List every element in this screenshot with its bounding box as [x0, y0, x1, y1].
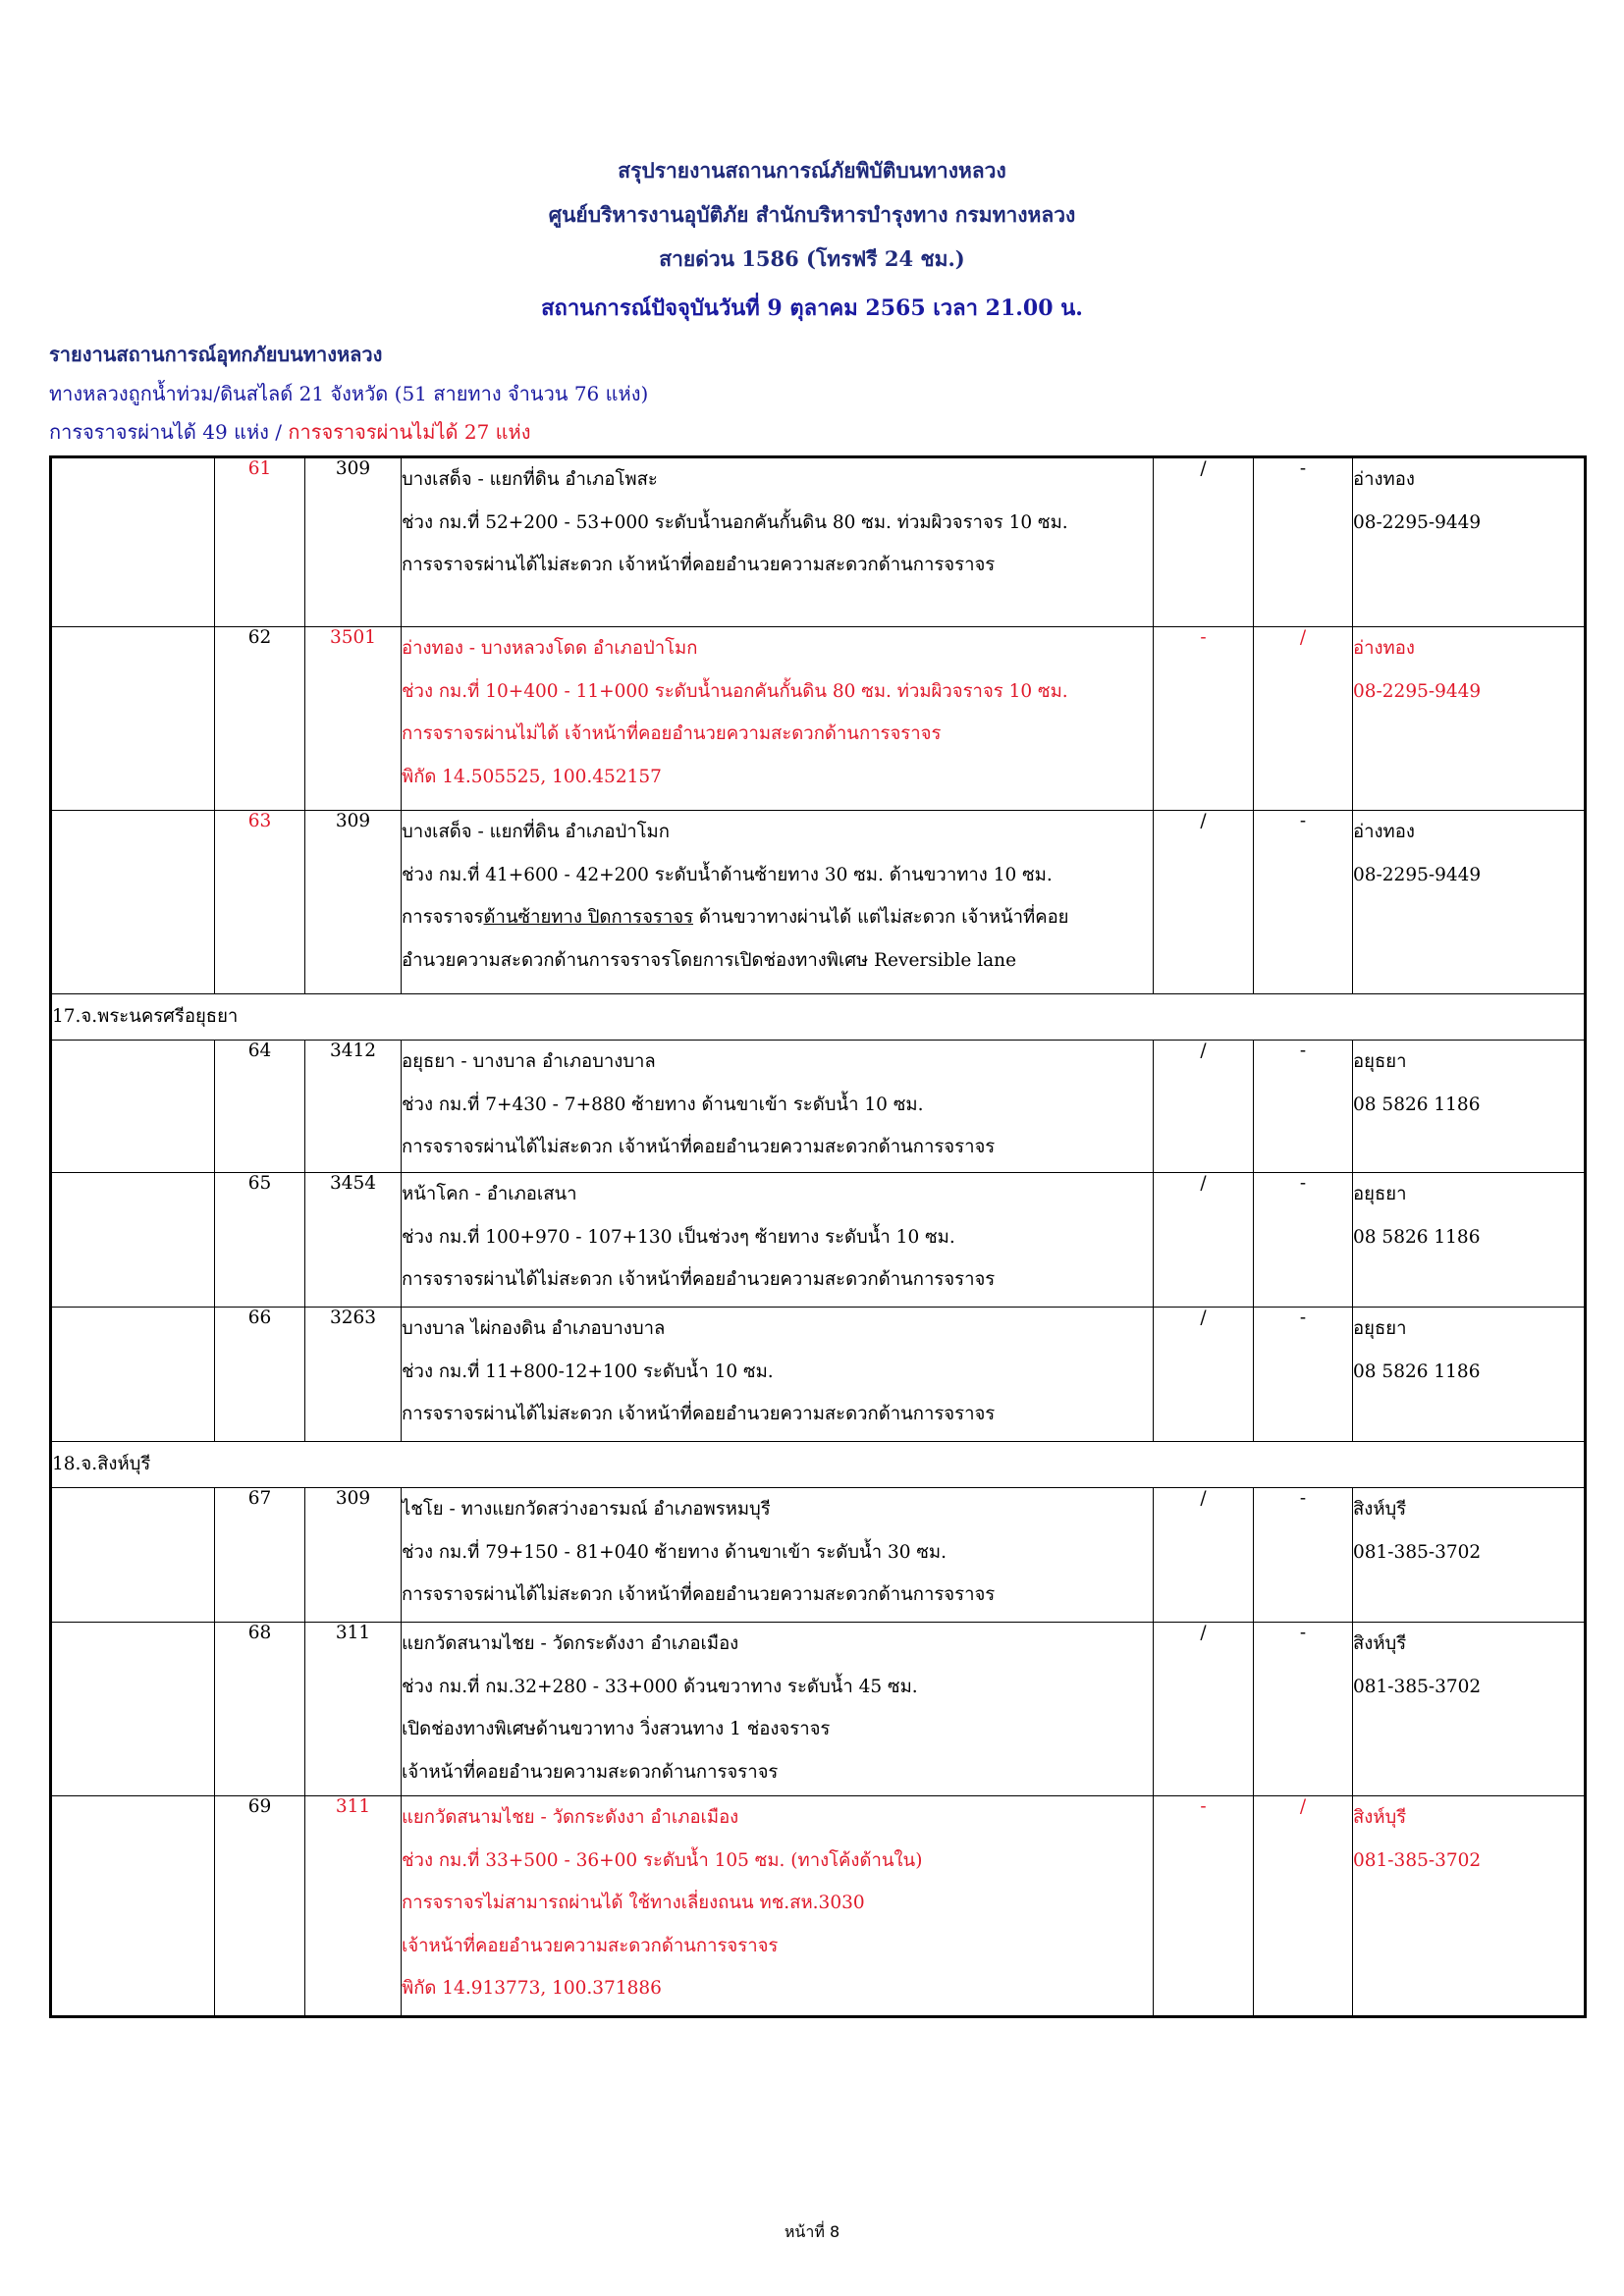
- summary-affected: ทางหลวงถูกน้ำท่วม/ดินสไลด์ 21 จังหวัด (51 สายทาง จำนวน 76 แห่ง): [49, 382, 649, 405]
- office-cell: [1353, 1623, 1586, 1796]
- impassable-mark: /: [1254, 627, 1353, 811]
- km-detail: ช่วง กม.ที่ กม.32+280 - 33+000 ด้วนขวาทาง ระดับน้ำ 45 ซม.: [402, 1676, 918, 1697]
- traffic-status: การจราจรไม่สามารถผ่านได้ ใช้ทางเลี่ยงถนน ทช.สห.3030: [402, 1893, 865, 1913]
- traffic-prefix: การจราจร: [402, 907, 484, 928]
- table-row: [51, 811, 1586, 994]
- row-description: [402, 811, 1154, 994]
- table-row: [51, 1173, 1586, 1308]
- passable-mark: /: [1154, 1041, 1254, 1173]
- route-segment: บางบาล ไผ่กองดิน อำเภอบางบาล: [402, 1318, 666, 1339]
- office-name: สิงห์บุรี: [1353, 1499, 1407, 1520]
- traffic-status: [402, 896, 1153, 939]
- office-phone: 08 5826 1186: [1353, 1094, 1481, 1115]
- office-cell: [1353, 1488, 1586, 1623]
- passable-mark: /: [1154, 1173, 1254, 1308]
- reversible-lane-note: อำนวยความสะดวกด้านการจราจรโดยการเปิดช่องทางพิเศษ Reversible lane: [402, 949, 1017, 971]
- traffic-status: การจราจรผ่านได้ไม่สะดวก เจ้าหน้าที่คอยอำนวยความสะดวกด้านการจราจร: [402, 1269, 996, 1290]
- office-phone: 081-385-3702: [1353, 1849, 1482, 1871]
- office-cell: [1353, 1041, 1586, 1173]
- table-row: [51, 1488, 1586, 1623]
- route-segment: ไชโย - ทางแยกวัดสว่างอารมณ์ อำเภอพรหมบุรี: [402, 1499, 771, 1520]
- traffic-status: การจราจรผ่านไม่ได้ เจ้าหน้าที่คอยอำนวยความสะดวกด้านการจราจร: [402, 723, 942, 744]
- passable-mark: /: [1154, 457, 1254, 627]
- table-row: [51, 457, 1586, 627]
- office-cell: [1353, 1173, 1586, 1308]
- office-name: อยุธยา: [1353, 1318, 1407, 1339]
- impassable-mark: -: [1254, 457, 1353, 627]
- blank-cell: [51, 1796, 215, 2017]
- office-cell: [1353, 1796, 1586, 2017]
- road-number: 3454: [305, 1173, 402, 1308]
- road-number: 3412: [305, 1041, 402, 1173]
- blank-cell: [51, 811, 215, 994]
- staff-note: เจ้าหน้าที่คอยอำนวยความสะดวกด้านการจราจร: [402, 1935, 779, 1956]
- table-row: [51, 1308, 1586, 1442]
- route-segment: แยกวัดสนามไชย - วัดกระดังงา อำเภอเมือง: [402, 1633, 739, 1654]
- office-name: สิงห์บุรี: [1353, 1633, 1407, 1654]
- summary-separator: /: [268, 420, 289, 444]
- passable-mark: /: [1154, 811, 1254, 994]
- passable-mark: -: [1154, 627, 1254, 811]
- road-number: 311: [305, 1796, 402, 2017]
- passable-mark: -: [1154, 1796, 1254, 2017]
- office-phone: 08-2295-9449: [1353, 680, 1482, 702]
- impassable-mark: -: [1254, 1623, 1353, 1796]
- row-number: 64: [215, 1041, 305, 1173]
- report-hotline: สายด่วน 1586 (โทรฟรี 24 ชม.): [659, 246, 965, 271]
- blank-cell: [51, 1041, 215, 1173]
- office-name: อ่างทอง: [1353, 822, 1415, 842]
- report-agency: ศูนย์บริหารงานอุบัติภัย สำนักบริหารบำรุงทาง กรมทางหลวง: [548, 202, 1076, 227]
- route-segment: อ่างทอง - บางหลวงโดด อำเภอป่าโมก: [402, 638, 698, 659]
- province-heading: 17.จ.พระนครศรีอยุธยา: [51, 994, 1586, 1041]
- row-number: 62: [215, 627, 305, 811]
- impassable-mark: -: [1254, 1041, 1353, 1173]
- table-row: [51, 627, 1586, 811]
- traffic-status: การจราจรผ่านได้ไม่สะดวก เจ้าหน้าที่คอยอำนวยความสะดวกด้านการจราจร: [402, 555, 996, 575]
- km-detail: ช่วง กม.ที่ 41+600 - 42+200 ระดับน้ำด้านซ้ายทาง 30 ซม. ด้านขวาทาง 10 ซม.: [402, 864, 1053, 885]
- summary-passable: การจราจรผ่านได้ 49 แห่ง: [49, 420, 269, 444]
- km-detail: ช่วง กม.ที่ 79+150 - 81+040 ซ้ายทาง ด้านขาเข้า ระดับน้ำ 30 ซม.: [402, 1541, 947, 1563]
- province-row: [51, 1442, 1586, 1488]
- route-segment: บางเสด็จ - แยกที่ดิน อำเภอโพสะ: [402, 469, 658, 490]
- impassable-mark: -: [1254, 1308, 1353, 1442]
- blank-cell: [51, 1488, 215, 1623]
- closure-note: ด้านซ้ายทาง ปิดการจราจร: [483, 907, 694, 928]
- row-number: 65: [215, 1173, 305, 1308]
- province-row: [51, 994, 1586, 1041]
- summary-impassable: การจราจรผ่านไม่ได้ 27 แห่ง: [288, 420, 531, 444]
- row-description: [402, 1041, 1154, 1173]
- km-detail: ช่วง กม.ที่ 33+500 - 36+00 ระดับน้ำ 105 ซม. (ทางโค้งด้านใน): [402, 1849, 923, 1871]
- passable-mark: /: [1154, 1623, 1254, 1796]
- row-number: 61: [215, 457, 305, 627]
- impassable-mark: /: [1254, 1796, 1353, 2017]
- row-description: [402, 1623, 1154, 1796]
- row-number: 68: [215, 1623, 305, 1796]
- office-cell: [1353, 1308, 1586, 1442]
- table-row: [51, 1623, 1586, 1796]
- road-number: 3501: [305, 627, 402, 811]
- office-cell: [1353, 627, 1586, 811]
- coordinates: พิกัด 14.505525, 100.452157: [402, 766, 662, 787]
- office-phone: 08 5826 1186: [1353, 1226, 1481, 1248]
- office-phone: 081-385-3702: [1353, 1541, 1482, 1563]
- km-detail: ช่วง กม.ที่ 10+400 - 11+000 ระดับน้ำนอกคันกั้นดิน 80 ซม. ท่วมผิวจราจร 10 ซม.: [402, 680, 1068, 702]
- km-detail: ช่วง กม.ที่ 100+970 - 107+130 เป็นช่วงๆ ซ้ายทาง ระดับน้ำ 10 ซม.: [402, 1226, 955, 1248]
- road-number: 309: [305, 1488, 402, 1623]
- table-row: [51, 1041, 1586, 1173]
- blank-cell: [51, 627, 215, 811]
- office-phone: 081-385-3702: [1353, 1676, 1482, 1697]
- km-detail: ช่วง กม.ที่ 52+200 - 53+000 ระดับน้ำนอกคันกั้นดิน 80 ซม. ท่วมผิวจราจร 10 ซม.: [402, 511, 1068, 533]
- traffic-status: การจราจรผ่านได้ไม่สะดวก เจ้าหน้าที่คอยอำนวยความสะดวกด้านการจราจร: [402, 1137, 996, 1157]
- route-segment: อยุธยา - บางบาล อำเภอบางบาล: [402, 1051, 656, 1072]
- km-detail: ช่วง กม.ที่ 7+430 - 7+880 ซ้ายทาง ด้านขาเข้า ระดับน้ำ 10 ซม.: [402, 1094, 924, 1115]
- office-name: สิงห์บุรี: [1353, 1807, 1407, 1828]
- road-number: 309: [305, 457, 402, 627]
- blank-cell: [51, 1308, 215, 1442]
- row-description: [402, 1308, 1154, 1442]
- office-name: อ่างทอง: [1353, 638, 1415, 659]
- passable-mark: /: [1154, 1308, 1254, 1442]
- route-segment: บางเสด็จ - แยกที่ดิน อำเภอป่าโมก: [402, 822, 670, 842]
- row-number: 63: [215, 811, 305, 994]
- province-heading: 18.จ.สิงห์บุรี: [51, 1442, 1586, 1488]
- road-number: 3263: [305, 1308, 402, 1442]
- row-description: [402, 627, 1154, 811]
- office-cell: [1353, 811, 1586, 994]
- office-phone: 08-2295-9449: [1353, 864, 1482, 885]
- office-name: อยุธยา: [1353, 1051, 1407, 1072]
- office-name: อ่างทอง: [1353, 469, 1415, 490]
- report-datetime: สถานการณ์ปัจจุบันวันที่ 9 ตุลาคม 2565 เวลา 21.00 น.: [541, 295, 1083, 321]
- row-description: [402, 457, 1154, 627]
- special-lane-note: เปิดช่องทางพิเศษด้านขวาทาง วิ่งสวนทาง 1 ช่องจราจร: [402, 1719, 831, 1739]
- traffic-status: เจ้าหน้าที่คอยอำนวยความสะดวกด้านการจราจร: [402, 1761, 779, 1783]
- office-phone: 08 5826 1186: [1353, 1361, 1481, 1382]
- km-detail: ช่วง กม.ที่ 11+800-12+100 ระดับน้ำ 10 ซม.: [402, 1361, 774, 1382]
- impassable-mark: -: [1254, 811, 1353, 994]
- incident-table: [49, 455, 1587, 2018]
- traffic-status: การจราจรผ่านได้ไม่สะดวก เจ้าหน้าที่คอยอำนวยความสะดวกด้านการจราจร: [402, 1404, 996, 1424]
- summary-title: รายงานสถานการณ์อุทกภัยบนทางหลวง: [49, 343, 383, 366]
- passable-mark: /: [1154, 1488, 1254, 1623]
- row-description: [402, 1173, 1154, 1308]
- impassable-mark: -: [1254, 1173, 1353, 1308]
- table-row: [51, 1796, 1586, 2017]
- blank-cell: [51, 457, 215, 627]
- traffic-suffix: ด้านขวาทางผ่านได้ แต่ไม่สะดวก เจ้าหน้าที่คอย: [693, 907, 1069, 928]
- road-number: 311: [305, 1623, 402, 1796]
- office-phone: 08-2295-9449: [1353, 511, 1482, 533]
- office-name: อยุธยา: [1353, 1184, 1407, 1204]
- summary-traffic: [49, 416, 531, 448]
- traffic-status: การจราจรผ่านได้ไม่สะดวก เจ้าหน้าที่คอยอำนวยความสะดวกด้านการจราจร: [402, 1584, 996, 1605]
- row-description: [402, 1796, 1154, 2017]
- page-number: หน้าที่ 8: [784, 2222, 840, 2241]
- row-number: 69: [215, 1796, 305, 2017]
- route-segment: หน้าโคก - อำเภอเสนา: [402, 1184, 577, 1204]
- road-number: 309: [305, 811, 402, 994]
- row-number: 66: [215, 1308, 305, 1442]
- office-cell: [1353, 457, 1586, 627]
- coordinates: พิกัด 14.913773, 100.371886: [402, 1978, 662, 1999]
- row-number: 67: [215, 1488, 305, 1623]
- blank-cell: [51, 1173, 215, 1308]
- impassable-mark: -: [1254, 1488, 1353, 1623]
- blank-cell: [51, 1623, 215, 1796]
- row-description: [402, 1488, 1154, 1623]
- route-segment: แยกวัดสนามไชย - วัดกระดังงา อำเภอเมือง: [402, 1807, 739, 1828]
- report-title: สรุปรายงานสถานการณ์ภัยพิบัติบนทางหลวง: [618, 158, 1006, 183]
